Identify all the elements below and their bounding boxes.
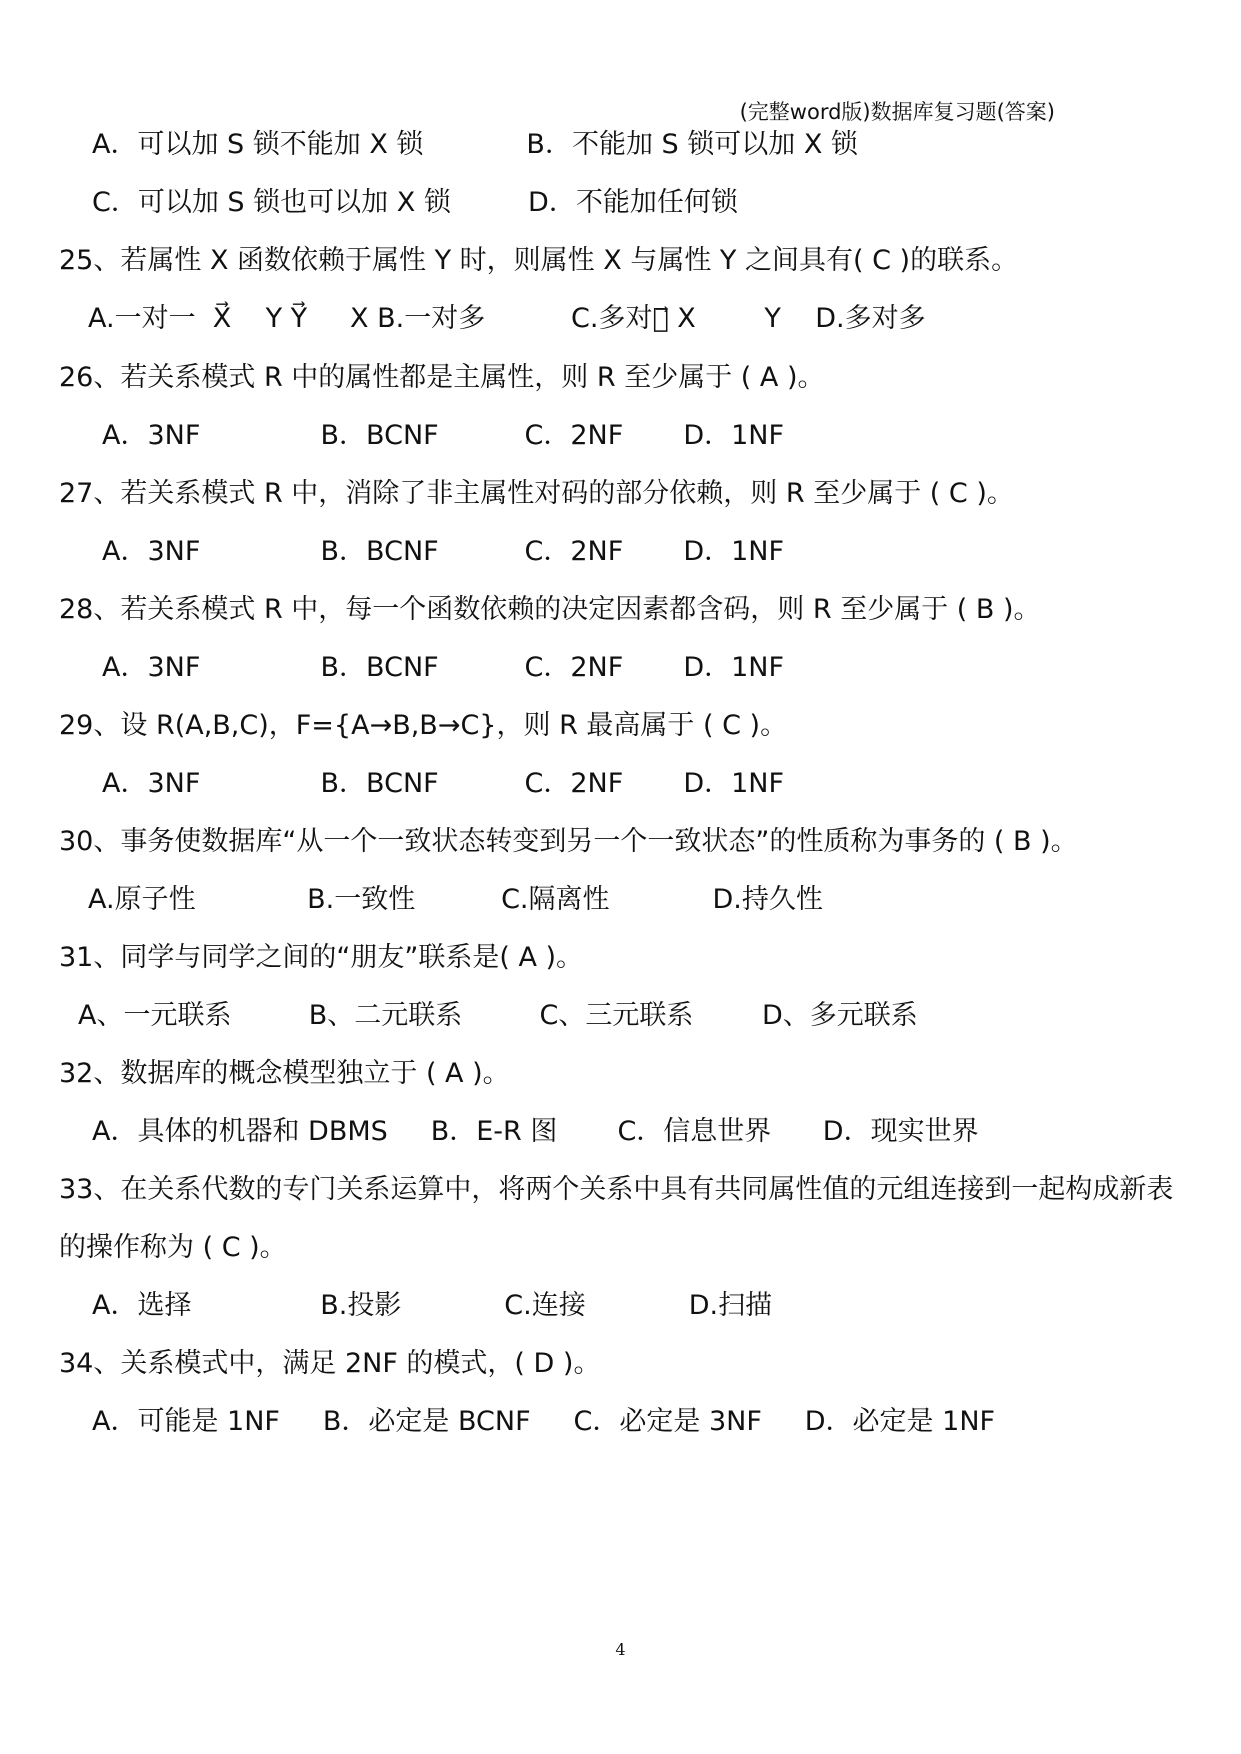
option-line: A．选择 B.投影 C.连接 D.扫描 <box>92 1290 773 1321</box>
option-line: A．可能是 1NF B．必定是 BCNF C．必定是 3NF D．必定是 1NF <box>92 1406 996 1437</box>
question-31: 31、同学与同学之间的“朋友”联系是( A )。 <box>59 942 584 973</box>
question-26: 26、若关系模式 R 中的属性都是主属性，则 R 至少属于 ( A )。 <box>59 362 825 393</box>
question-32: 32、数据库的概念模型独立于 ( A )。 <box>59 1058 510 1089</box>
option-line: A.一对一 X⃗ Y Y⃗ X B.一对多 C.多对一⃗ X Y D.多对多 <box>88 303 926 334</box>
question-34: 34、关系模式中，满足 2NF 的模式，( D )。 <box>59 1348 601 1379</box>
question-29: 29、设 R(A,B,C)，F={A→B,B→C}，则 R 最高属于 ( C )。 <box>59 710 788 741</box>
question-27: 27、若关系模式 R 中，消除了非主属性对码的部分依赖，则 R 至少属于 ( C )。 <box>59 478 1014 509</box>
question-28: 28、若关系模式 R 中，每一个函数依赖的决定因素都含码，则 R 至少属于 ( B )。 <box>59 594 1041 625</box>
option-line: A．3NF B．BCNF C．2NF D．1NF <box>102 768 785 799</box>
question-25: 25、若属性 X 函数依赖于属性 Y 时，则属性 X 与属性 Y 之间具有( C )的联系。 <box>59 245 1019 276</box>
question-30: 30、事务使数据库“从一个一致状态转变到另一个一致状态”的性质称为事务的 ( B )。 <box>59 826 1078 857</box>
option-line: A．3NF B．BCNF C．2NF D．1NF <box>102 536 785 567</box>
option-line: A．具体的机器和 DBMS B．E-R 图 C．信息世界 D．现实世界 <box>92 1116 979 1147</box>
option-line: A.原子性 B.一致性 C.隔离性 D.持久性 <box>88 884 823 915</box>
option-line: A．3NF B．BCNF C．2NF D．1NF <box>102 420 785 451</box>
option-line: A．3NF B．BCNF C．2NF D．1NF <box>102 652 785 683</box>
question-33-continued: 的操作称为 ( C )。 <box>59 1232 287 1263</box>
option-line: C．可以加 S 锁也可以加 X 锁 D．不能加任何锁 <box>92 187 738 218</box>
question-33: 33、在关系代数的专门关系运算中，将两个关系中具有共同属性值的元组连接到一起构成新表 <box>59 1174 1174 1205</box>
option-line: A．可以加 S 锁不能加 X 锁 B．不能加 S 锁可以加 X 锁 <box>92 129 858 160</box>
page-number: 4 <box>615 1640 626 1659</box>
document-header: (完整word版)数据库复习题(答案) <box>739 100 1055 124</box>
option-line: A、一元联系 B、二元联系 C、三元联系 D、多元联系 <box>78 1000 918 1031</box>
